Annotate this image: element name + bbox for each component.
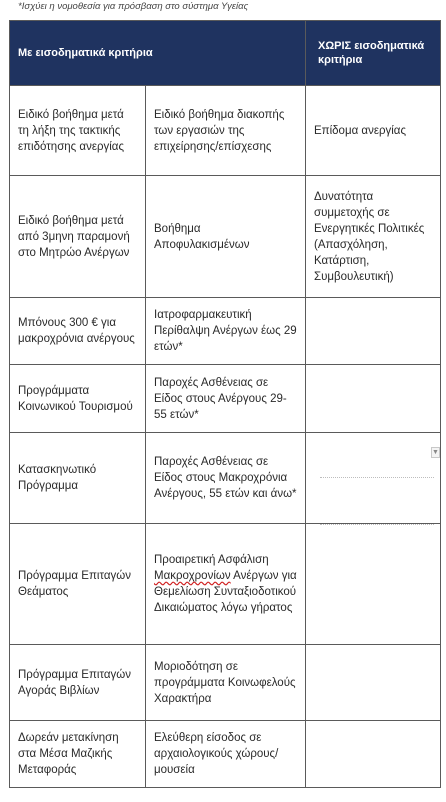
gridline <box>320 524 434 525</box>
gridline <box>320 477 434 478</box>
table-cell: Ελεύθερη είσοδος σε αρχαιολογικούς χώρους/ μουσεία <box>146 721 306 788</box>
table-row <box>10 176 441 298</box>
table-row <box>10 433 441 524</box>
cell-text: Ανέργων για Θεμελίωση Συνταξιοδοτικού Δικαιώματος λόγω γήρατος <box>154 570 297 614</box>
table-cell: Ιατροφαρμακευτική Περίθαλψη Ανέργων έως 29 ετών* <box>146 298 306 365</box>
table-cell <box>306 721 441 788</box>
table-cell: Πρόγραμμα Επιταγών Θεάματος <box>10 524 146 645</box>
table-cell: Παροχές Ασθένειας σε Είδος στους Ανέργους 29-55 ετών* <box>146 365 306 433</box>
table-cell <box>306 645 441 721</box>
table-row <box>10 524 441 645</box>
table-cell: Προγράμματα Κοινωνικού Τουρισμού <box>10 365 146 433</box>
table-cell: Βοήθημα Αποφυλακισμένων <box>146 176 306 298</box>
table-cell: Μοριοδότηση σε προγράμματα Κοινωφελούς Χαρακτήρα <box>146 645 306 721</box>
table-cell: Ειδικό βοήθημα μετά από 3μηνη παραμονή στο Μητρώο Ανέργων <box>10 176 146 298</box>
table-row <box>10 86 441 176</box>
table-header-row <box>10 21 441 86</box>
table-row <box>10 365 441 433</box>
table-row <box>10 645 441 721</box>
table-row <box>10 298 441 365</box>
table-cell: Μπόνους 300 € για μακροχρόνια ανέργους <box>10 298 146 365</box>
benefits-table <box>9 20 441 788</box>
table-cell: Παροχές Ασθένειας σε Είδος στους Μακροχρόνια Ανέργους, 55 ετών και άνω* <box>146 433 306 524</box>
header-without-criteria: ΧΩΡΙΣ εισοδηματικά κριτήρια <box>306 21 441 86</box>
table-cell: Κατασκηνωτικό Πρόγραμμα <box>10 433 146 524</box>
table-cell: Δωρεάν μετακίνηση στα Μέσα Μαζικής Μεταφοράς <box>10 721 146 788</box>
header-with-criteria: Με εισοδηματικά κριτήρια <box>10 21 306 86</box>
table-cell: Ειδικό βοήθημα διακοπής των εργασιών της επιχείρησης/επίσχεσης <box>146 86 306 176</box>
table-cell: Δυνατότητα συμμετοχής σε Ενεργητικές Πολιτικές (Απασχόληση, Κατάρτιση, Συμβουλευτική) <box>306 176 441 298</box>
table-cell: Πρόγραμμα Επιταγών Αγοράς Βιβλίων <box>10 645 146 721</box>
table-cell: Ειδικό βοήθημα μετά τη λήξη της τακτικής επιδότησης ανεργίας <box>10 86 146 176</box>
table-cell <box>146 524 306 645</box>
footnote: *Ισχύει η νομοθεσία για πρόσβαση στο σύστημα Υγείας <box>18 1 249 12</box>
chevron-down-icon[interactable]: ▼ <box>432 449 439 456</box>
table-cell <box>306 365 441 433</box>
table-cell <box>306 524 441 645</box>
cell-text: Προαιρετική Ασφάλιση <box>154 554 269 566</box>
table-row <box>10 721 441 788</box>
table-cell: Επίδομα ανεργίας <box>306 86 441 176</box>
table-cell <box>306 433 441 524</box>
spellcheck-marked-word: Μακροχρονίων <box>154 570 231 582</box>
table-cell <box>306 298 441 365</box>
